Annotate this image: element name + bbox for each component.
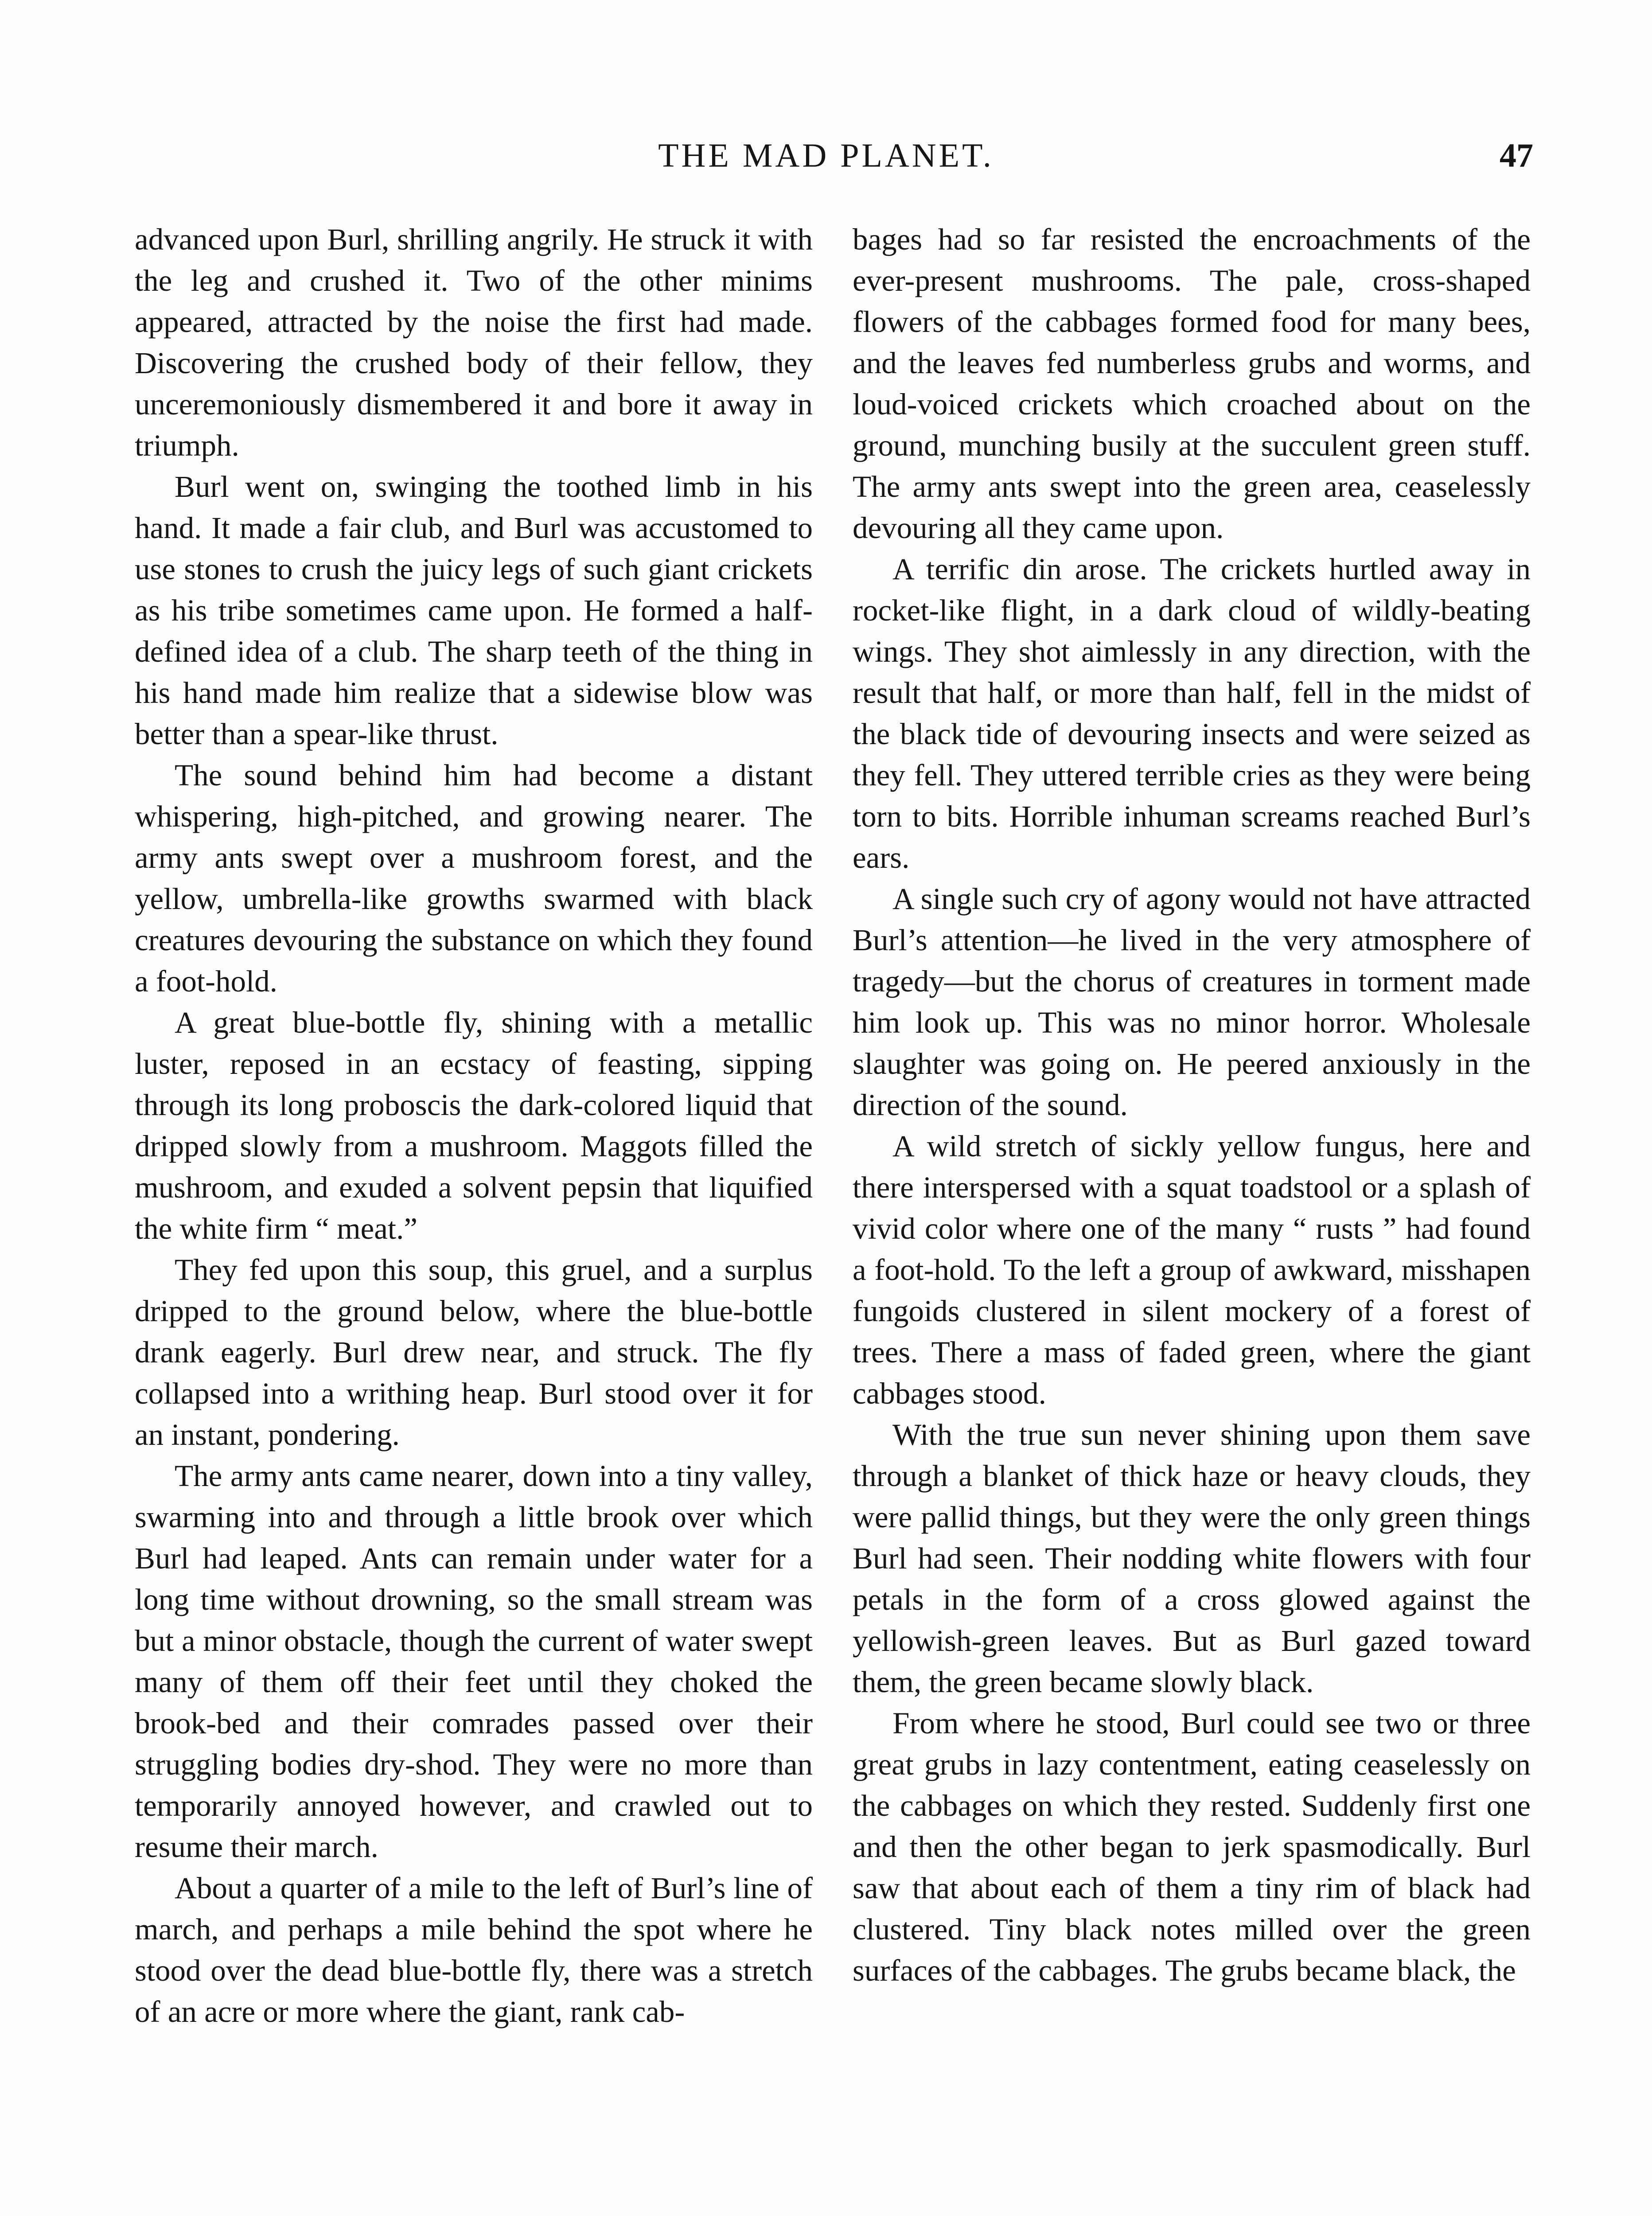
paragraph: From where he stood, Burl could see two or three great grubs in lazy contentment, eating ceaselessly on the cabbages on which they rested. Suddenly first one and then the other began to jerk spasmodically. Burl saw that about each of them a tiny rim of black had clustered. Tiny black notes milled over the green surfaces of the cabbages. The grubs became black, the (853, 1706, 1531, 1987)
right-text-column (853, 219, 1531, 1991)
paragraph: With the true sun never shining upon them save through a blanket of thick haze or heavy clouds, they were pallid things, but they were the only green things Burl had seen. Their nodding white flowers with four petals in the form of a cross glowed against the yellowish-green leaves. But as Burl gazed toward them, the green became slowly black. (853, 1418, 1531, 1699)
paragraph: Burl went on, swinging the toothed limb in his hand. It made a fair club, and Burl was accustomed to use stones to crush the juicy legs of such giant crickets as his tribe sometimes came upon. He formed a half-defined idea of a club. The sharp teeth of the thing in his hand made him realize that a sidewise blow was better than a spear-like thrust. (135, 470, 813, 751)
paragraph: bages had so far resisted the encroachments of the ever-present mushrooms. The pale, cross-shaped flowers of the cabbages formed food for many bees, and the leaves fed numberless grubs and worms, and loud-voiced crickets which croached about on the ground, munching busily at the succulent green stuff. The army ants swept into the green area, ceaselessly devouring all they came upon. (853, 222, 1531, 545)
paragraph: advanced upon Burl, shrilling angrily. He struck it with the leg and crushed it. Two of the other minims appeared, attracted by the noise the first had made. Discovering the crushed body of their fellow, they unceremoniously dismembered it and bore it away in triumph. (135, 222, 813, 462)
paragraph: A single such cry of agony would not have attracted Burl’s attention—he lived in the very atmosphere of tragedy—but the chorus of creatures in torment made him look up. This was no minor horror. Wholesale slaughter was going on. He peered anxiously in the direction of the sound. (853, 882, 1531, 1122)
page-number: 47 (1500, 137, 1533, 174)
paragraph: A great blue-bottle fly, shining with a metallic luster, reposed in an ecstacy of feasting, sipping through its long proboscis the dark-colored liquid that dripped slowly from a mushroom. Maggots filled the mushroom, and exuded a solvent pepsin that liquified the white firm “ meat.” (135, 1006, 813, 1245)
paragraph: A wild stretch of sickly yellow fungus, here and there interspersed with a squat toadstool or a splash of vivid color where one of the many “ rusts ” had found a foot-hold. To the left a group of awkward, misshapen fungoids clustered in silent mockery of a forest of trees. There a mass of faded green, where the giant cabbages stood. (853, 1129, 1531, 1410)
running-header (0, 131, 1652, 184)
paragraph: A terrific din arose. The crickets hurtled away in rocket-like flight, in a dark cloud of wildly-beating wings. They shot aimlessly in any direction, with the result that half, or more than half, fell in the midst of the black tide of devouring insects and were seized as they fell. They uttered terrible cries as they were being torn to bits. Horrible inhuman screams reached Burl’s ears. (853, 552, 1531, 874)
running-title: THE MAD PLANET. (658, 137, 994, 174)
paragraph: The sound behind him had become a distant whispering, high-pitched, and growing nearer. The army ants swept over a mushroom forest, and the yellow, umbrella-like growths swarmed with black creatures devouring the substance on which they found a foot-hold. (135, 758, 813, 998)
paragraph: They fed upon this soup, this gruel, and a surplus dripped to the ground below, where the blue-bottle drank eagerly. Burl drew near, and struck. The fly collapsed into a writhing heap. Burl stood over it for an instant, pondering. (135, 1253, 813, 1451)
paragraph: The army ants came nearer, down into a tiny valley, swarming into and through a little brook over which Burl had leaped. Ants can remain under water for a long time without drowning, so the small stream was but a minor obstacle, though the current of water swept many of them off their feet until they choked the brook-bed and their comrades passed over their struggling bodies dry-shod. They were no more than temporarily annoyed however, and crawled out to resume their march. (135, 1459, 813, 1864)
left-text-column (135, 219, 813, 2033)
paragraph: About a quarter of a mile to the left of Burl’s line of march, and perhaps a mile behind the spot where he stood over the dead blue-bottle fly, there was a stretch of an acre or more where the giant, rank cab- (135, 1871, 813, 2029)
